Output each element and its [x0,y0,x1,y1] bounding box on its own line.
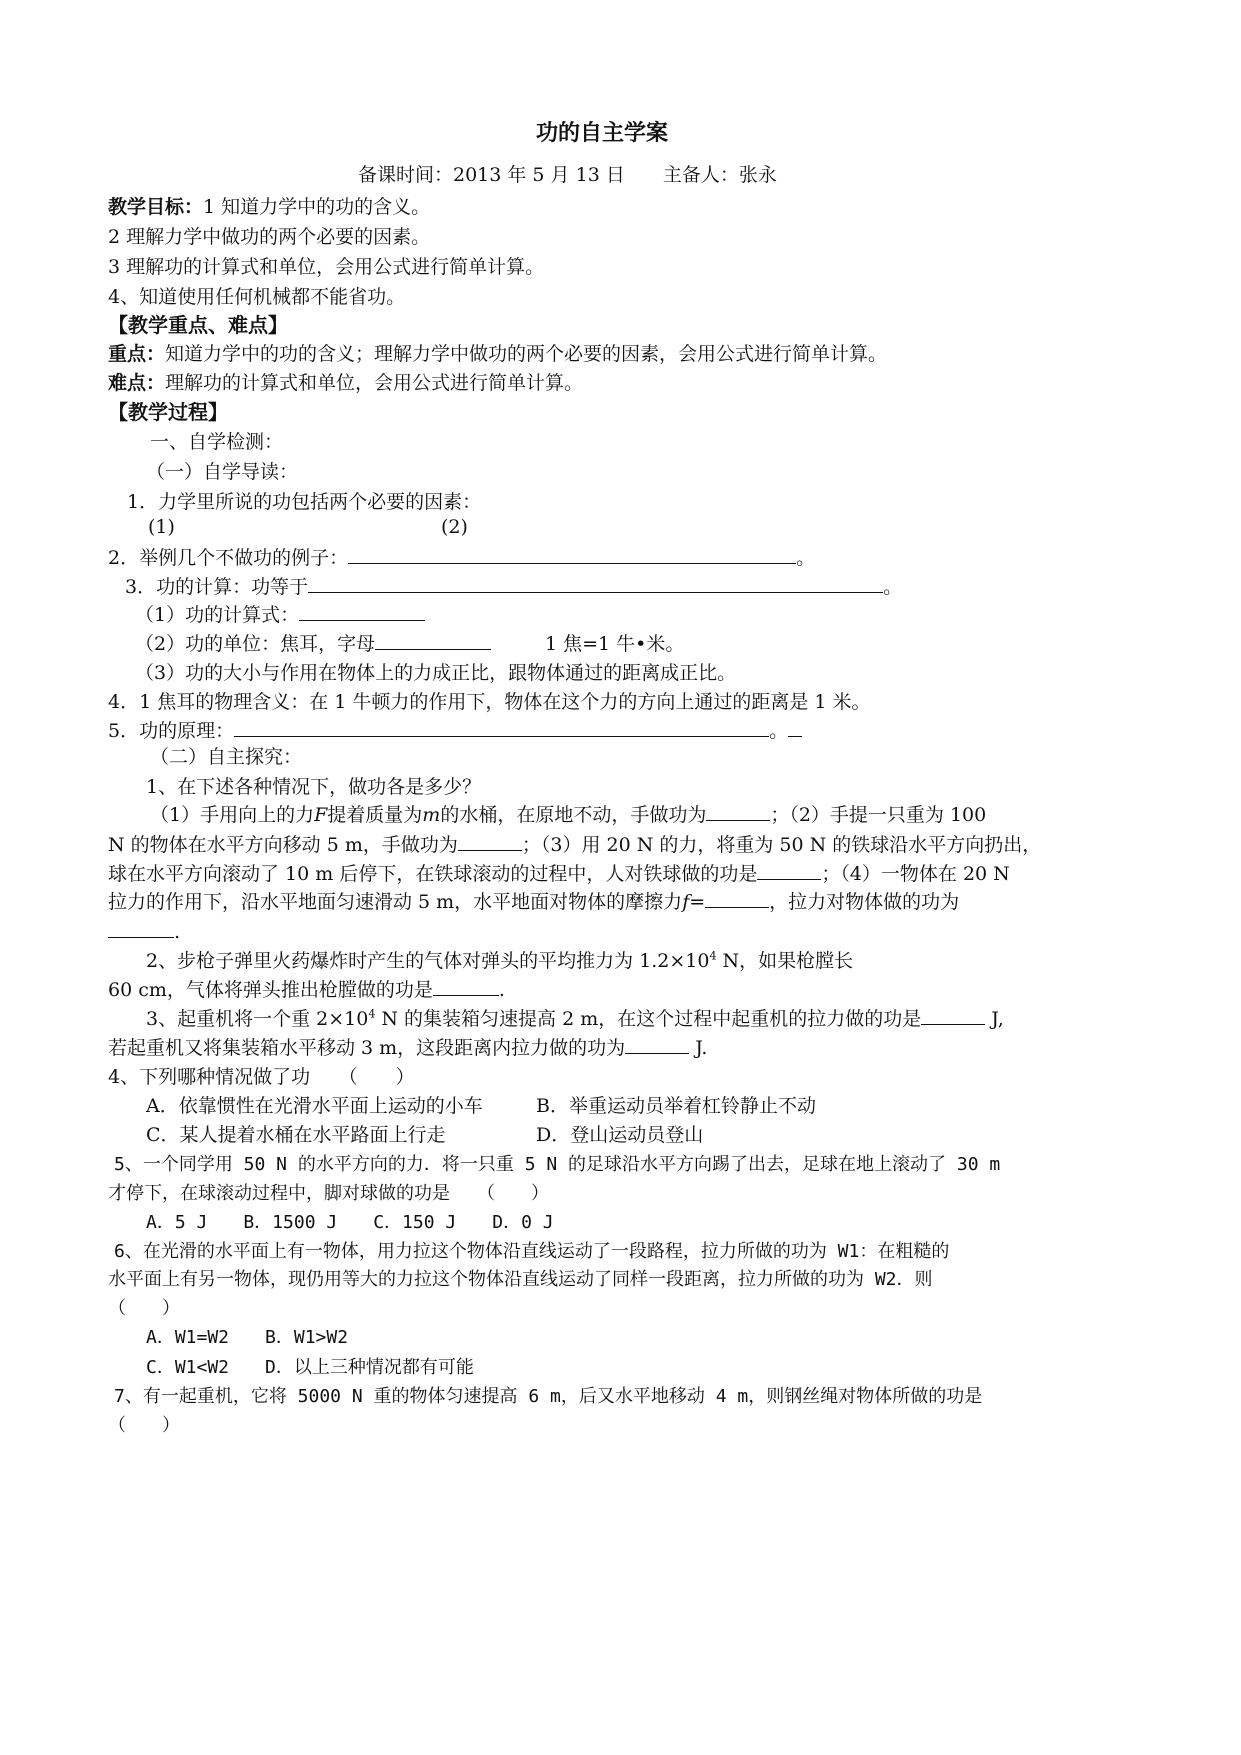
superscript: 4 [709,949,717,963]
choice-4-option-d: D．登山运动员登山 [536,1124,704,1146]
exercise-2-line-2 [108,978,505,1003]
question-3-2-unit: 1 焦=1 牛•米。 [545,633,685,655]
page-title: 功的自主学案 [536,121,669,146]
goal-2: 2 理解力学中做功的两个必要的因素。 [108,226,431,248]
question-3-2 [135,632,491,657]
choice-6-options-ab: A．W1=W2 B．W1>W2 [146,1327,349,1348]
text: J, [985,1008,1004,1030]
superscript: 4 [368,1007,376,1021]
exercise-1-line-1 [150,803,986,828]
difficult-text: 理解功的计算式和单位，会用公式进行简单计算。 [165,372,584,394]
answer-blank[interactable] [348,562,796,564]
goal-4: 4、知道使用任何机械都不能省功。 [108,286,406,308]
choice-4-option-c: C．某人提着水桶在水平路面上行走 [146,1124,446,1146]
answer-blank[interactable] [757,878,821,880]
answer-blank-tail [788,735,802,737]
key-line [108,342,887,367]
section-1: 一、自学检测： [150,431,284,453]
choice-6-options-cd: C．W1<W2 D．以上三种情况都有可能 [146,1357,474,1378]
key-text: 知道力学中的功的含义；理解力学中做功的两个必要的因素，会用公式进行简单计算。 [165,343,888,365]
period: 。 [796,547,816,569]
text: 2、步枪子弹里火药爆炸时产生的气体对弹头的平均推力为 1.2×10 [146,950,710,972]
goal-line-1 [108,195,430,220]
meta-line: 备课时间：2013 年 5 月 13 日 主备人：张永 [358,164,777,186]
question-3-1 [135,603,425,628]
process-heading: 【教学过程】 [108,400,228,424]
text: N，如果枪膛长 [716,950,854,972]
question-3-3: （3）功的大小与作用在物体上的力成正比，跟物体通过的距离成正比。 [135,662,737,684]
goal-1: 1 知道力学中的功的含义。 [203,196,431,218]
choice-4: 4、下列哪种情况做了功 （ ） [108,1066,415,1088]
text: 拉力的作用下，沿水平地面匀速滑动 5 m，水平地面对物体的摩擦力 [108,891,683,913]
text: 3、起重机将一个重 2×10 [146,1008,369,1030]
exercise-1-line-2 [108,833,1041,858]
text: 球在水平方向滚动了 10 m 后停下，在铁球滚动的过程中，人对铁球做的功是 [108,863,758,885]
question-3-text: 3．功的计算：功等于 [125,576,309,598]
choice-5-line-2: 才停下，在球滚动过程中，脚对球做的功是 （ ） [108,1183,549,1204]
answer-blank[interactable] [299,619,425,621]
difficult-line [108,371,583,396]
answer-blank[interactable] [705,906,769,908]
exercise-1: 1、在下述各种情况下，做功各是多少？ [146,776,482,798]
choice-7-line-1: 7、有一起重机，它将 5000 N 重的物体匀速提高 6 m，后又水平地移动 4 m，则钢丝绳对物体所做的功是 [114,1386,983,1407]
text: = [689,891,706,913]
text: 提着质量为 [327,804,423,826]
goal-3: 3 理解功的计算式和单位，会用公式进行简单计算。 [108,256,545,278]
exercise-3-line-2 [108,1036,707,1061]
text: N 的集装箱匀速提高 2 m，在这个过程中起重机的拉力做的功是 [375,1008,922,1030]
exercise-1-line-5 [108,920,180,945]
exercise-2-line-1 [146,949,853,974]
text: ；（2）手提一只重为 100 [770,804,987,826]
answer-blank[interactable] [433,994,499,996]
text: 的水桶，在原地不动，手做功为 [440,804,707,826]
answer-blank[interactable] [706,819,770,821]
choice-6-line-2: 水平面上有另一物体，现仍用等大的力拉这个物体沿直线运动了同样一段距离，拉力所做的功为 W2．则 [108,1269,933,1290]
text: 60 cm，气体将弹头推出枪膛做的功是 [108,979,433,1001]
text: ，拉力对物体做的功为 [769,891,960,913]
section-1b: （二）自主探究： [150,746,303,768]
answer-blank[interactable] [108,936,174,938]
question-5-text: 5．功的原理： [108,720,235,742]
symbol-F: F [314,804,328,826]
choice-7-line-2: （ ） [108,1415,180,1436]
period: 。 [769,720,789,742]
answer-blank[interactable] [375,648,491,650]
goals-label: 教学目标： [108,196,204,218]
question-1-option-2: (2) [441,516,468,538]
text: ；（4）一物体在 20 N [821,863,1010,885]
key-label: 重点： [108,343,166,365]
answer-blank[interactable] [308,591,883,593]
choice-6-line-1: 6、在光滑的水平面上有一物体，用力拉这个物体沿直线运动了一段路程，拉力所做的功为 W1：在粗糙的 [114,1241,950,1262]
exercise-3-line-1 [146,1007,1004,1032]
answer-blank[interactable] [458,849,522,851]
difficult-label: 难点： [108,372,166,394]
question-4: 4．1 焦耳的物理含义：在 1 牛顿力的作用下，物体在这个力的方向上通过的距离是 1 米。 [108,691,871,713]
text: 若起重机又将集装箱水平移动 3 m，这段距离内拉力做的功为 [108,1037,626,1059]
section-1a: （一）自学导读： [146,461,299,483]
exercise-1-line-4 [108,890,959,915]
text: ；（3）用 20 N 的力，将重为 50 N 的铁球沿水平方向扔出， [521,834,1042,856]
question-3 [125,575,902,600]
answer-blank[interactable] [625,1052,689,1054]
key-heading: 【教学重点、难点】 [108,313,288,337]
text: . [498,979,505,1001]
answer-blank[interactable] [921,1023,985,1025]
choice-5-options: A．5 J B．1500 J C．150 J D．0 J [146,1212,554,1233]
text: J. [689,1037,708,1059]
question-3-2-text: （2）功的单位：焦耳，字母 [135,633,376,655]
choice-6-line-3: （ ） [108,1298,180,1319]
choice-5-line-1: 5、一个同学用 50 N 的水平方向的力．将一只重 5 N 的足球沿水平方向踢了出去，足球在地上滚动了 30 m [114,1154,1001,1175]
answer-blank[interactable] [234,735,769,737]
text: . [174,921,181,943]
question-1-option-1: (1) [148,516,175,538]
choice-4-option-a: A．依靠惯性在光滑水平面上运动的小车 [146,1095,483,1117]
text: （1）手用向上的力 [150,804,315,826]
question-5 [108,719,802,744]
question-2-text: 2．举例几个不做功的例子： [108,547,349,569]
symbol-f: f [682,891,690,913]
choice-4-option-b: B．举重运动员举着杠铃静止不动 [536,1095,816,1117]
question-1: 1．力学里所说的功包括两个必要的因素： [127,491,482,513]
exercise-1-line-3 [108,862,1010,887]
symbol-m: m [422,804,441,826]
period: 。 [883,576,903,598]
question-2 [108,546,815,571]
text: N 的物体在水平方向移动 5 m，手做功为 [108,834,458,856]
question-3-1-text: （1）功的计算式： [135,604,300,626]
